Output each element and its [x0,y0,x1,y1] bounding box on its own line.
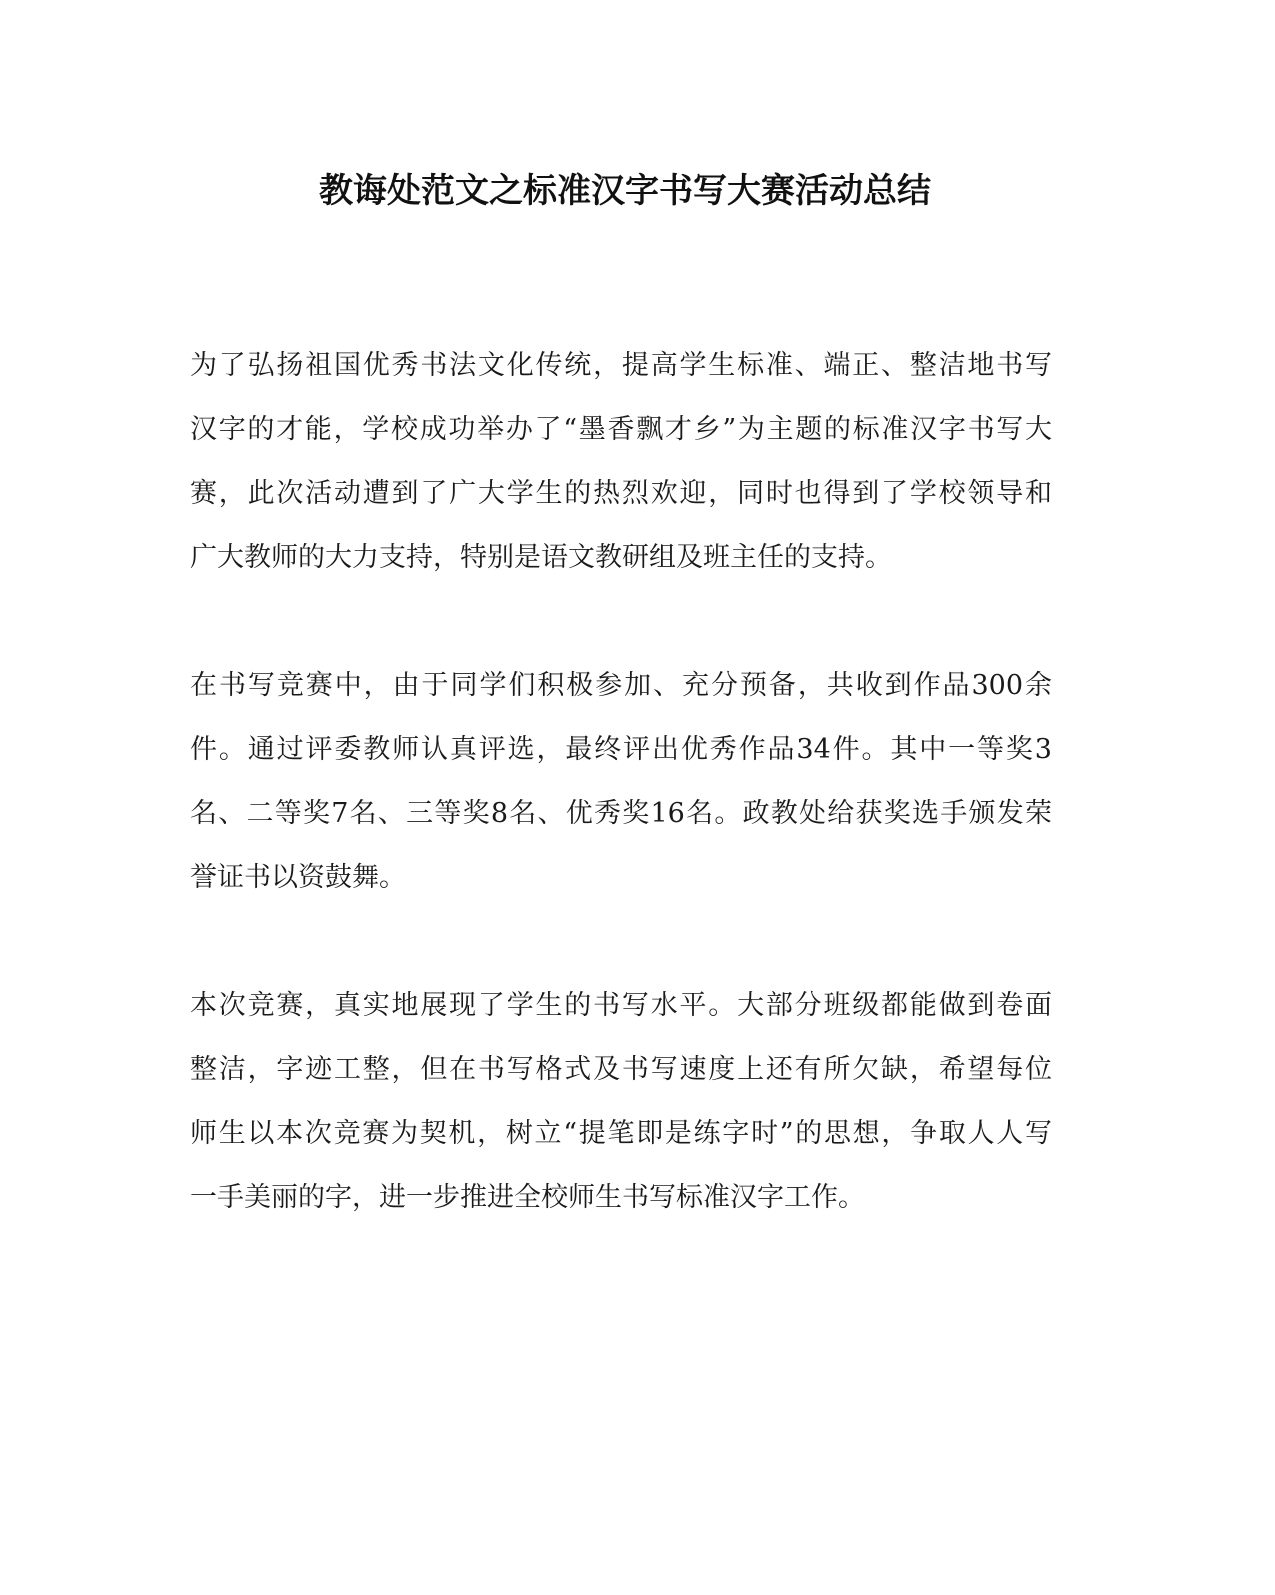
paragraph-reflection [190,974,1052,1230]
paragraph-line: 誉证书以资鼓舞。 [190,862,406,893]
paragraph-line: 整洁，字迹工整，但在书写格式及书写速度上还有所欠缺，希望每位 [190,1054,1052,1085]
paragraph-line: 师生以本次竞赛为契机，树立“提笔即是练字时”的思想，争取人人写 [190,1118,1052,1149]
paragraph-line: 汉字的才能，学校成功举办了“墨香飘才乡”为主题的标准汉字书写大 [190,414,1052,445]
paragraph-line: 件。通过评委教师认真评选，最终评出优秀作品34件。其中一等奖3 [190,734,1052,765]
document-title: 教诲处范文之标准汉字书写大赛活动总结 [319,171,931,211]
paragraph-line: 广大教师的大力支持，特别是语文教研组及班主任的支持。 [190,542,892,573]
paragraph-line: 名、二等奖7名、三等奖8名、优秀奖16名。政教处给获奖选手颁发荣 [190,798,1052,829]
paragraph-event-overview [190,334,1052,590]
paragraph-line: 本次竞赛，真实地展现了学生的书写水平。大部分班级都能做到卷面 [190,990,1052,1021]
paragraph-line: 在书写竞赛中，由于同学们积极参加、充分预备，共收到作品300余 [190,670,1052,701]
paragraph-line: 赛，此次活动遭到了广大学生的热烈欢迎，同时也得到了学校领导和 [190,478,1052,509]
paragraph-line: 一手美丽的字，进一步推进全校师生书写标准汉字工作。 [190,1182,865,1213]
paragraph-line: 为了弘扬祖国优秀书法文化传统，提高学生标准、端正、整洁地书写 [190,350,1052,381]
paragraph-results [190,654,1052,910]
